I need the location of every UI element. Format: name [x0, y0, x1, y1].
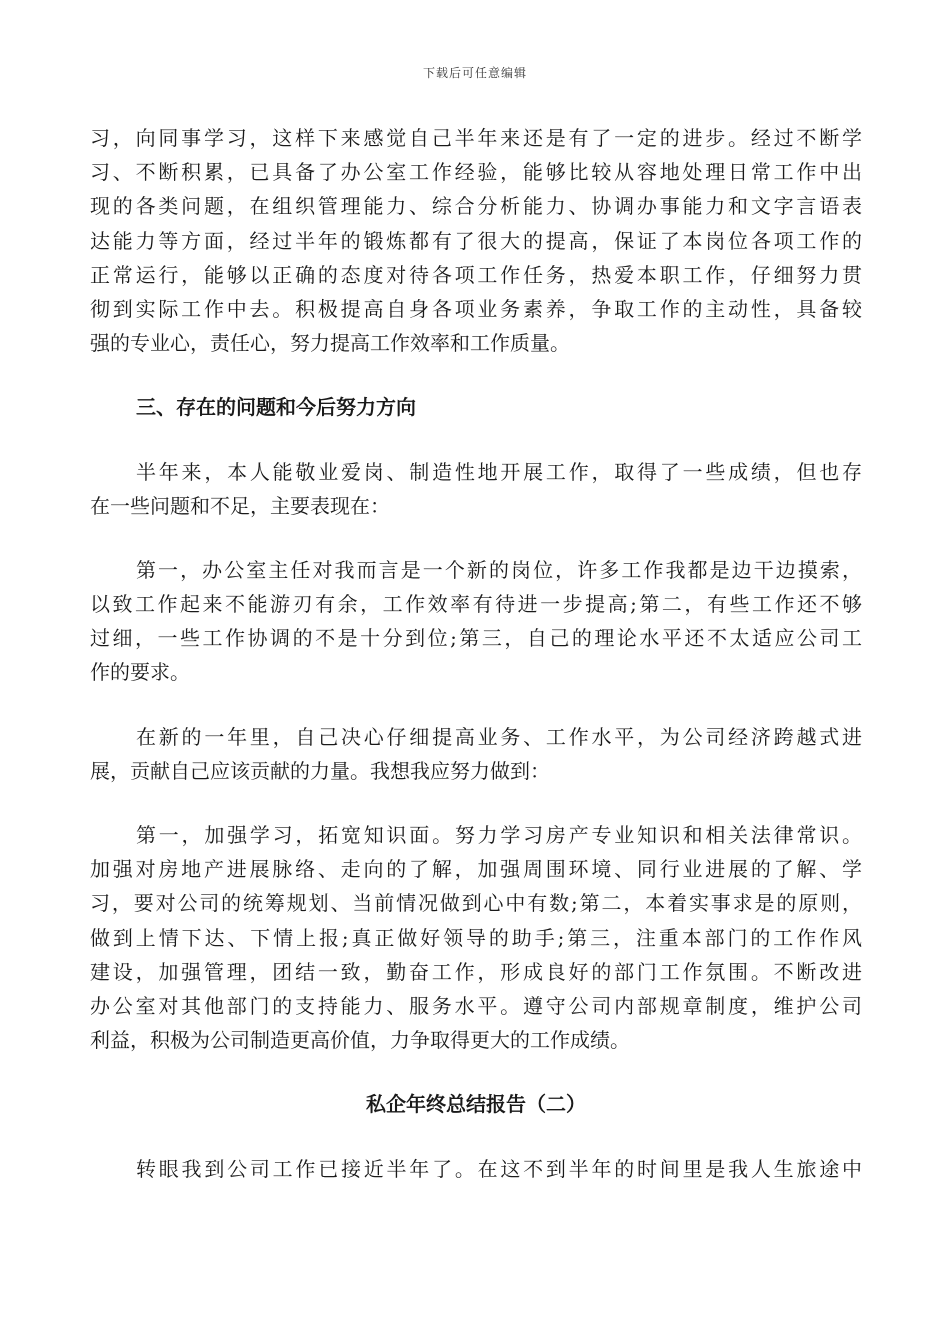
paragraph-6	[90, 1152, 862, 1186]
text-line: 利益，积极为公司制造更高价值，力争取得更大的工作成绩。	[90, 1028, 630, 1053]
text-line: 彻到实际工作中去。积极提高自身各项业务素养，争取工作的主动性，具备较	[90, 296, 862, 321]
text-line: 加强对房地产进展脉络、走向的了解，加强周围环境、同行业进展的了解、学	[90, 857, 862, 882]
text-line: 在新的一年里，自己决心仔细提高业务、工作水平，为公司经济跨越式进	[136, 724, 862, 749]
text-line: 正常运行，能够以正确的态度对待各项工作任务，热爱本职工作，仔细努力贯	[90, 262, 862, 287]
text-line: 现的各类问题，在组织管理能力、综合分析能力、协调办事能力和文字言语表	[90, 194, 862, 219]
text-line: 过细，一些工作协调的不是十分到位;第三，自己的理论水平还不太适应公司工	[90, 626, 862, 651]
text-line: 强的专业心，责任心，努力提高工作效率和工作质量。	[90, 331, 570, 356]
text-line: 第一，加强学习，拓宽知识面。努力学习房产专业知识和相关法律常识。	[136, 823, 862, 847]
text-line: 第一，办公室主任对我而言是一个新的岗位，许多工作我都是边干边摸索，	[136, 557, 862, 582]
paragraph-2	[90, 455, 862, 523]
text-line: 习、不断积累，已具备了办公室工作经验，能够比较从容地处理日常工作中出	[90, 160, 862, 185]
text-line: 建设，加强管理，团结一致，勤奋工作，形成良好的部门工作氛围。不断改进	[90, 959, 862, 984]
text-line: 习，要对公司的统筹规划、当前情况做到心中有数;第二，本着实事求是的原则，	[90, 891, 862, 916]
text-line: 在一些问题和不足，主要表现在：	[90, 493, 390, 518]
text-line: 办公室对其他部门的支持能力、服务水平。遵守公司内部规章制度，维护公司	[90, 993, 862, 1018]
text-line: 习，向同事学习，这样下来感觉自己半年来还是有了一定的进步。经过不断学	[90, 126, 862, 150]
paragraph-1	[90, 121, 862, 360]
text-line: 半年来，本人能敬业爱岗、制造性地开展工作，取得了一些成绩，但也存	[136, 459, 862, 484]
paragraph-4	[90, 720, 862, 788]
section-title: 私企年终总结报告（二）	[366, 1092, 586, 1117]
section-heading-3: 三、存在的问题和今后努力方向	[136, 395, 416, 420]
text-line: 做到上情下达、下情上报;真正做好领导的助手;第三，注重本部门的工作作风	[90, 925, 862, 950]
text-line: 达能力等方面，经过半年的锻炼都有了很大的提高，保证了本岗位各项工作的	[90, 228, 862, 253]
text-line: 以致工作起来不能游刃有余，工作效率有待进一步提高;第二，有些工作还不够	[90, 592, 862, 617]
page-header: 下载后可任意编辑	[422, 66, 527, 80]
paragraph-5	[90, 818, 862, 1057]
text-line: 作的要求。	[90, 660, 190, 685]
paragraph-3	[90, 553, 862, 690]
text-line: 转眼我到公司工作已接近半年了。在这不到半年的时间里是我人生旅途中	[136, 1156, 862, 1181]
document-body	[90, 121, 862, 1186]
text-line: 展，贡献自己应该贡献的力量。我想我应努力做到：	[90, 758, 550, 783]
